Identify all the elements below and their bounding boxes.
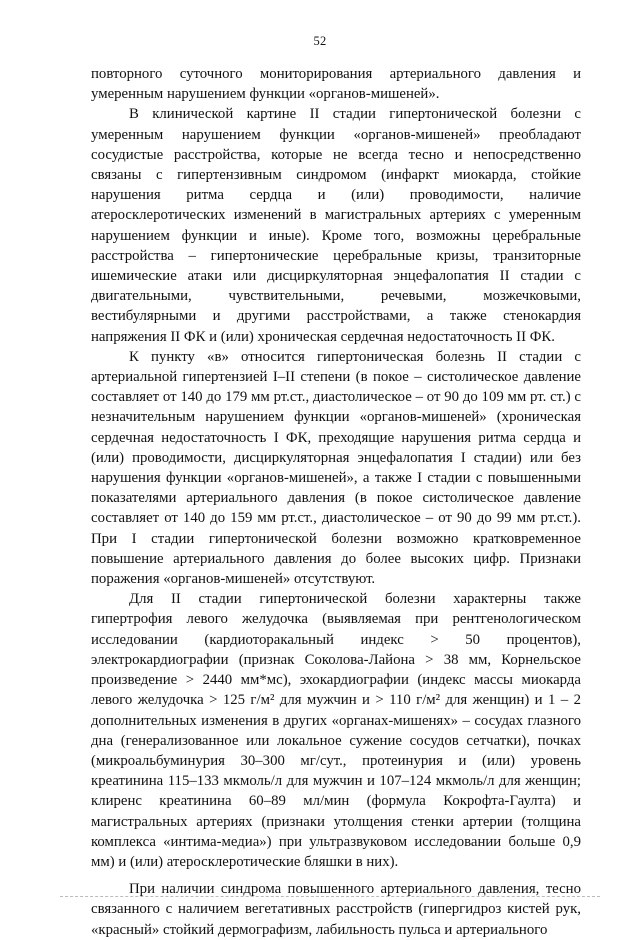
body-text xyxy=(91,64,581,940)
paragraph-stage-two-clinical-picture: В клинической картине II стадии гипертонической болезни с умеренным нарушением функции «органов-мишеней» преобладают сосудистые расстройства, которые не всегда тесно и непосредственно связаны с гипертензивным синдромом (инфаркт миокарда, стойкие нарушения ритма сердца и (или) проводимости, наличие атеросклеротических изменений в магистральных артериях с умеренным нарушением функции и иные). Кроме того, возможны церебральные расстройства – гипертонические церебральные кризы, транзиторные ишемические атаки или дисциркуляторная энцефалопатия II стадии с двигательными, чувствительными, речевыми, мозжечковыми, вестибулярными и другими расстройствами, а также стенокардия напряжения II ФК и (или) хроническая сердечная недостаточность II ФК. xyxy=(91,106,581,345)
paragraph-vegetative-syndrome: При наличии синдрома повышенного артериального давления, тесно связанного с наличием вегетативных расстройств (гипергидроз кистей рук, «красный» стойкий дермографизм, лабильность пульса и артериального xyxy=(91,881,581,938)
paragraph-stage-two-characteristics: Для II стадии гипертонической болезни характерны также гипертрофия левого желудочка (выявляемая при рентгенологическом исследовании (кардиоторакальный индекс > 50 процентов), электрокардиографии (признак Соколова-Лайона > 38 мм, Корнельское произведение > 2440 мм*мс), эхокардиографии (индекс массы миокарда левого желудочка > 125 г/м² для мужчин и > 110 г/м² для женщин) и 1 – 2 дополнительных изменения в других «органах-мишенях» – сосудах глазного дна (генерализованное или локальное сужение сосудов сетчатки), почках (микроальбуминурия 30–300 мг/сут., протеинурия и (или) уровень креатинина 115–133 мкмоль/л для мужчин и 107–124 мкмоль/л для женщин; клиренс креатинина 60–89 мл/мин (формула Кокрофта-Гаулта) и магистральных артериях (признаки утолщения стенки артерии (толщина комплекса «интима-медиа») при ультразвуковом исследовании больше 0,9 мм) и (или) атеросклеротические бляшки в них). xyxy=(91,591,581,870)
paragraph-point-v: К пункту «в» относится гипертоническая болезнь II стадии с артериальной гипертензией I–II степени (в покое – систолическое давление составляет от 140 до 179 мм рт.ст., диастолическое – от 90 до 109 мм рт. ст.) с незначительным нарушением функции «органов-мишеней» (хроническая сердечная недостаточность I ФК, преходящие нарушения ритма сердца и (или) проводимости, дисциркуляторная энцефалопатия I стадии) или без нарушения функции «органов-мишеней», а также I стадии с повышенными показателями артериального давления (в покое систолическое давление составляет от 140 до 159 мм рт.ст., диастолическое – от 90 до 99 мм рт.ст.). При I стадии гипертонической болезни возможно кратковременное повышение артериального давления до более высоких цифр. Признаки поражения «органов-мишеней» отсутствуют. xyxy=(91,348,581,588)
paragraph-continuation: повторного суточного мониторирования артериального давления и умеренным нарушением функции «органов-мишеней». xyxy=(91,66,581,103)
page-number: 52 xyxy=(313,34,327,48)
scan-bottom-edge xyxy=(60,896,600,898)
